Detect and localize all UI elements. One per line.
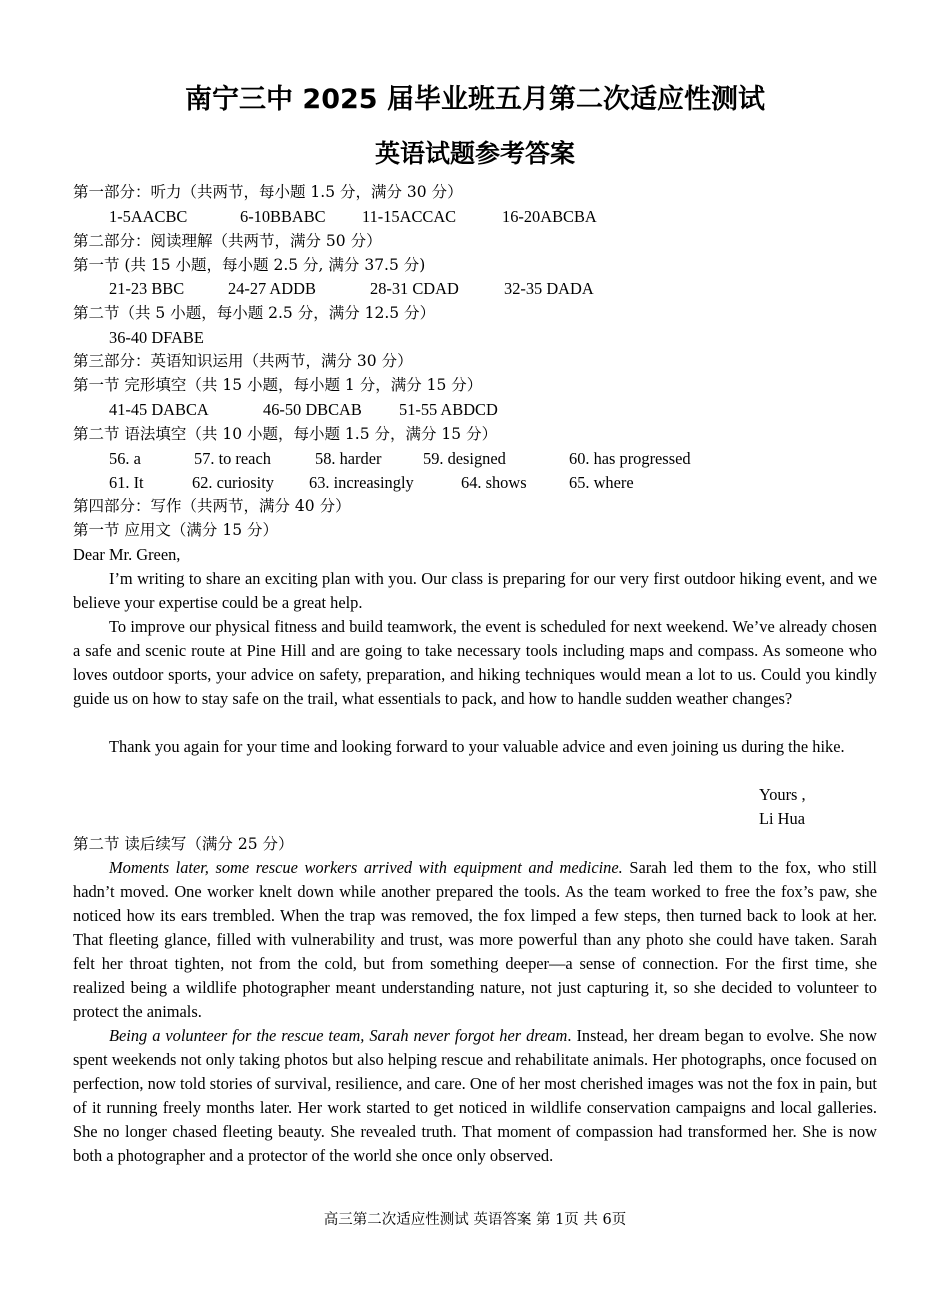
part2-heading: 第二部分：阅读理解（共两节，满分 50 分） <box>73 232 382 250</box>
story-lead-sentence: Being a volunteer for the rescue team, Sarah never forgot her dream <box>109 1026 568 1045</box>
answer-group: 28-31 CDAD <box>370 279 459 298</box>
page-subtitle: 英语试题参考答案 <box>374 139 575 168</box>
grammar-answer: 56. a <box>109 449 141 468</box>
answer-group: 51-55 ABDCD <box>399 400 498 419</box>
part3-section2-heading: 第二节 语法填空（共 10 小题，每小题 1.5 分，满分 15 分） <box>73 425 498 443</box>
grammar-answer: 58. harder <box>315 449 382 468</box>
letter-paragraph: I’m writing to share an exciting plan with you. Our class is preparing for our very first outdoor hiking event, and we believe your expertise could be a great help. <box>73 569 877 612</box>
answer-group: 36-40 DFABE <box>109 328 204 347</box>
answer-group: 11-15ACCAC <box>362 207 457 226</box>
letter-paragraph: To improve our physical fitness and build teamwork, the event is scheduled for next weekend. We’ve already chosen a safe and scenic route at Pine Hill and are going to take necessary tools including maps and compass. As someone who loves outdoor sports, your advice on safety, preparation, and hiking techniques would mean a lot to us. Could you kindly guide us on how to stay safe on the trail, what essentials to pack, and how to handle sudden weather changes? <box>73 617 877 708</box>
answer-group: 1-5AACBC <box>109 207 188 226</box>
part3-section1-heading: 第一节 完形填空（共 15 小题，每小题 1 分，满分 15 分） <box>73 376 483 394</box>
grammar-answer: 63. increasingly <box>309 473 414 492</box>
part1-heading: 第一部分：听力（共两节，每小题 1.5 分，满分 30 分） <box>73 183 463 201</box>
answer-group: 21-23 BBC <box>109 279 185 298</box>
grammar-answer: 57. to reach <box>194 449 271 468</box>
part4-section1-heading: 第一节 应用文（满分 15 分） <box>73 521 279 539</box>
story-body: Sarah led them to the fox, who still hadn’t moved. One worker knelt down while another prepared the tools. As the team worked to free the fox’s paw, she noticed how its ears trembled. When the trap was removed, the fox limped a few steps, then turned back to look at her. That fleeting glance, filled with vulnerability and trust, was more powerful than any photo she could have taken. Sarah felt her throat tighten, not from the cold, but from something deeper—a sense of connection. For the first time, she realized being a wildlife photographer meant understanding nature, not just capturing it, so she decided to volunteer to protect the animals. <box>73 858 877 1021</box>
grammar-answer: 65. where <box>569 473 634 492</box>
answer-group: 24-27 ADDB <box>228 279 316 298</box>
story-paragraph <box>73 856 877 1024</box>
letter-signature: Li Hua <box>759 809 805 828</box>
part4-heading: 第四部分：写作（共两节，满分 40 分） <box>73 497 351 515</box>
grammar-answer: 59. designed <box>423 449 506 468</box>
answer-group: 41-45 DABCA <box>109 400 209 419</box>
grammar-answer: 60. has progressed <box>569 449 691 468</box>
part4-section2-heading: 第二节 读后续写（满分 25 分） <box>73 835 294 853</box>
grammar-answer: 64. shows <box>461 473 527 492</box>
letter-paragraph: Thank you again for your time and looking forward to your valuable advice and even joining us during the hike. <box>109 737 845 756</box>
answer-group: 16-20ABCBA <box>502 207 597 226</box>
story-lead-sentence: Moments later, some rescue workers arrived with equipment and medicine. <box>109 858 623 877</box>
letter-greeting: Dear Mr. Green, <box>73 545 181 564</box>
grammar-answer: 61. It <box>109 473 144 492</box>
page-footer: 高三第二次适应性测试 英语答案 第 1页 共 6页 <box>323 1212 627 1228</box>
part2-section1-heading: 第一节 (共 15 小题，每小题 2.5 分, 满分 37.5 分) <box>73 256 426 274</box>
answer-group: 32-35 DADA <box>504 279 594 298</box>
answer-group: 6-10BBABC <box>240 207 326 226</box>
story-paragraph <box>73 1024 877 1168</box>
part2-section2-heading: 第二节（共 5 小题，每小题 2.5 分，满分 12.5 分） <box>73 304 436 322</box>
answer-group: 46-50 DBCAB <box>263 400 362 419</box>
letter-closing: Yours , <box>759 785 806 804</box>
story-body: . Instead, her dream began to evolve. She now spent weekends not only taking photos but also helping rescue and rehabilitate animals. Her photographs, once focused on perfection, now told stories of survival, resilience, and care. One of her most cherished images was not the fox in pain, but of it running freely months later. Her work started to get noticed in wildlife conservation campaigns and local galleries. She no longer chased fleeting beauty. She revealed truth. That moment of compassion had transformed her. She is now both a photographer and a protector of the world she once only observed. <box>73 1026 877 1165</box>
page-title: 南宁三中 2025 届毕业班五月第二次适应性测试 <box>185 84 765 115</box>
grammar-answer: 62. curiosity <box>192 473 274 492</box>
part3-heading: 第三部分：英语知识运用（共两节，满分 30 分） <box>73 352 413 370</box>
